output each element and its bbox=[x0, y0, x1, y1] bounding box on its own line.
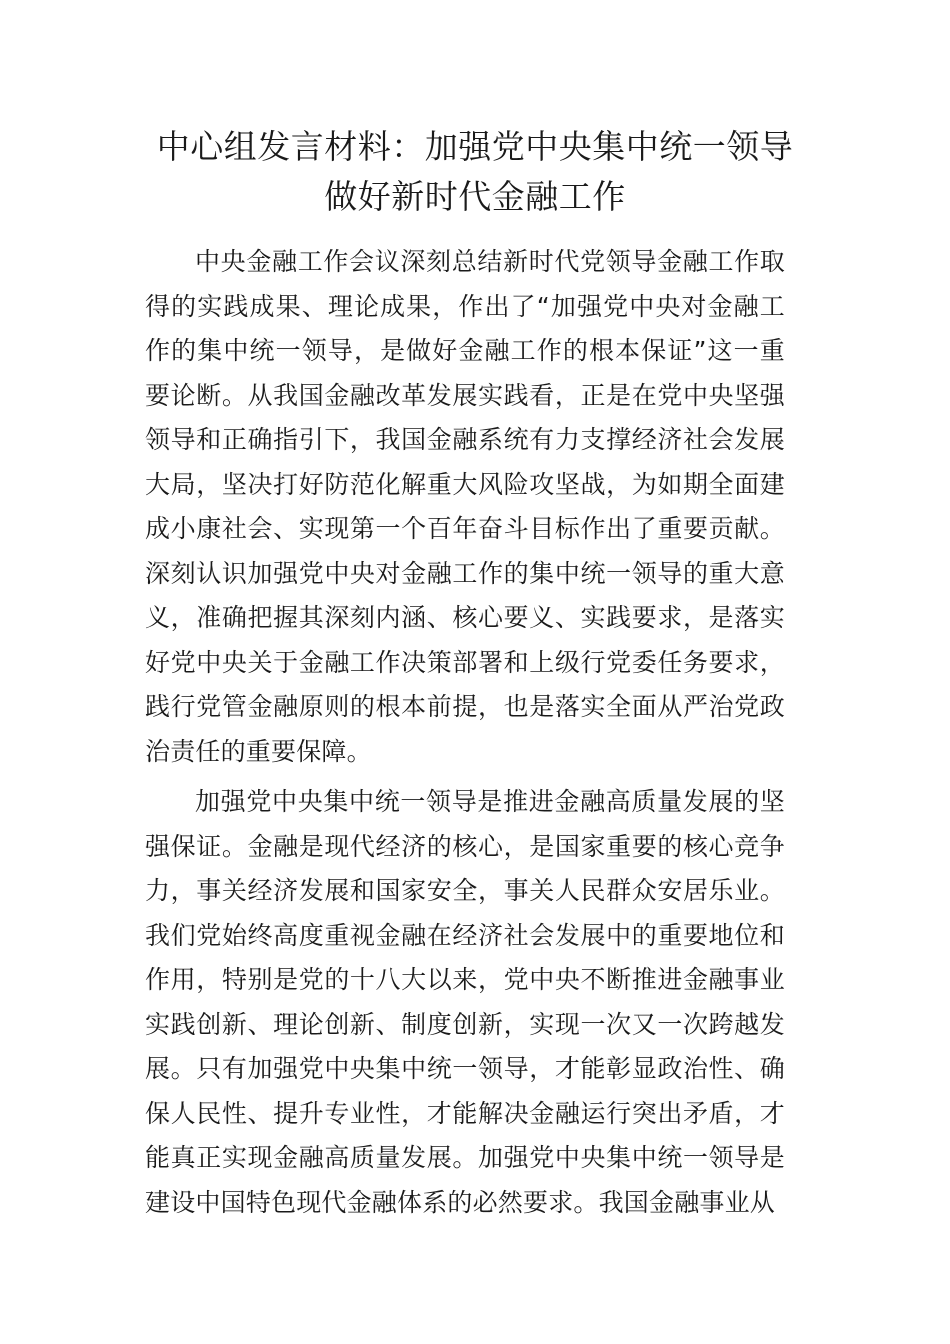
document-body bbox=[145, 240, 785, 1231]
paragraph-1: 中央金融工作会议深刻总结新时代党领导金融工作取得的实践成果、理论成果，作出了“加强党中央对金融工作的集中统一领导，是做好金融工作的根本保证”这一重要论断。从我国金融改革发展实践看，正是在党中央坚强领导和正确指引下，我国金融系统有力支撑经济社会发展大局，坚决打好防范化解重大风险攻坚战，为如期全面建成小康社会、实现第一个百年奋斗目标作出了重要贡献。深刻认识加强党中央对金融工作的集中统一领导的重大意义，准确把握其深刻内涵、核心要义、实践要求，是落实好党中央关于金融工作决策部署和上级行党委任务要求，践行党管金融原则的根本前提，也是落实全面从严治党政治责任的重要保障。 bbox=[145, 247, 785, 766]
paragraph-2: 加强党中央集中统一领导是推进金融高质量发展的坚强保证。金融是现代经济的核心，是国家重要的核心竞争力，事关经济发展和国家安全，事关人民群众安居乐业。我们党始终高度重视金融在经济社会发展中的重要地位和作用，特别是党的十八大以来，党中央不断推进金融事业实践创新、理论创新、制度创新，实现一次又一次跨越发展。只有加强党中央集中统一领导，才能彰显政治性、确保人民性、提升专业性，才能解决金融运行突出矛盾，才能真正实现金融高质量发展。加强党中央集中统一领导是建设中国特色现代金融体系的必然要求。我国金融事业从 bbox=[145, 787, 785, 1217]
document-title: 中心组发言材料：加强党中央集中统一领导做好新时代金融工作 bbox=[156, 127, 794, 216]
